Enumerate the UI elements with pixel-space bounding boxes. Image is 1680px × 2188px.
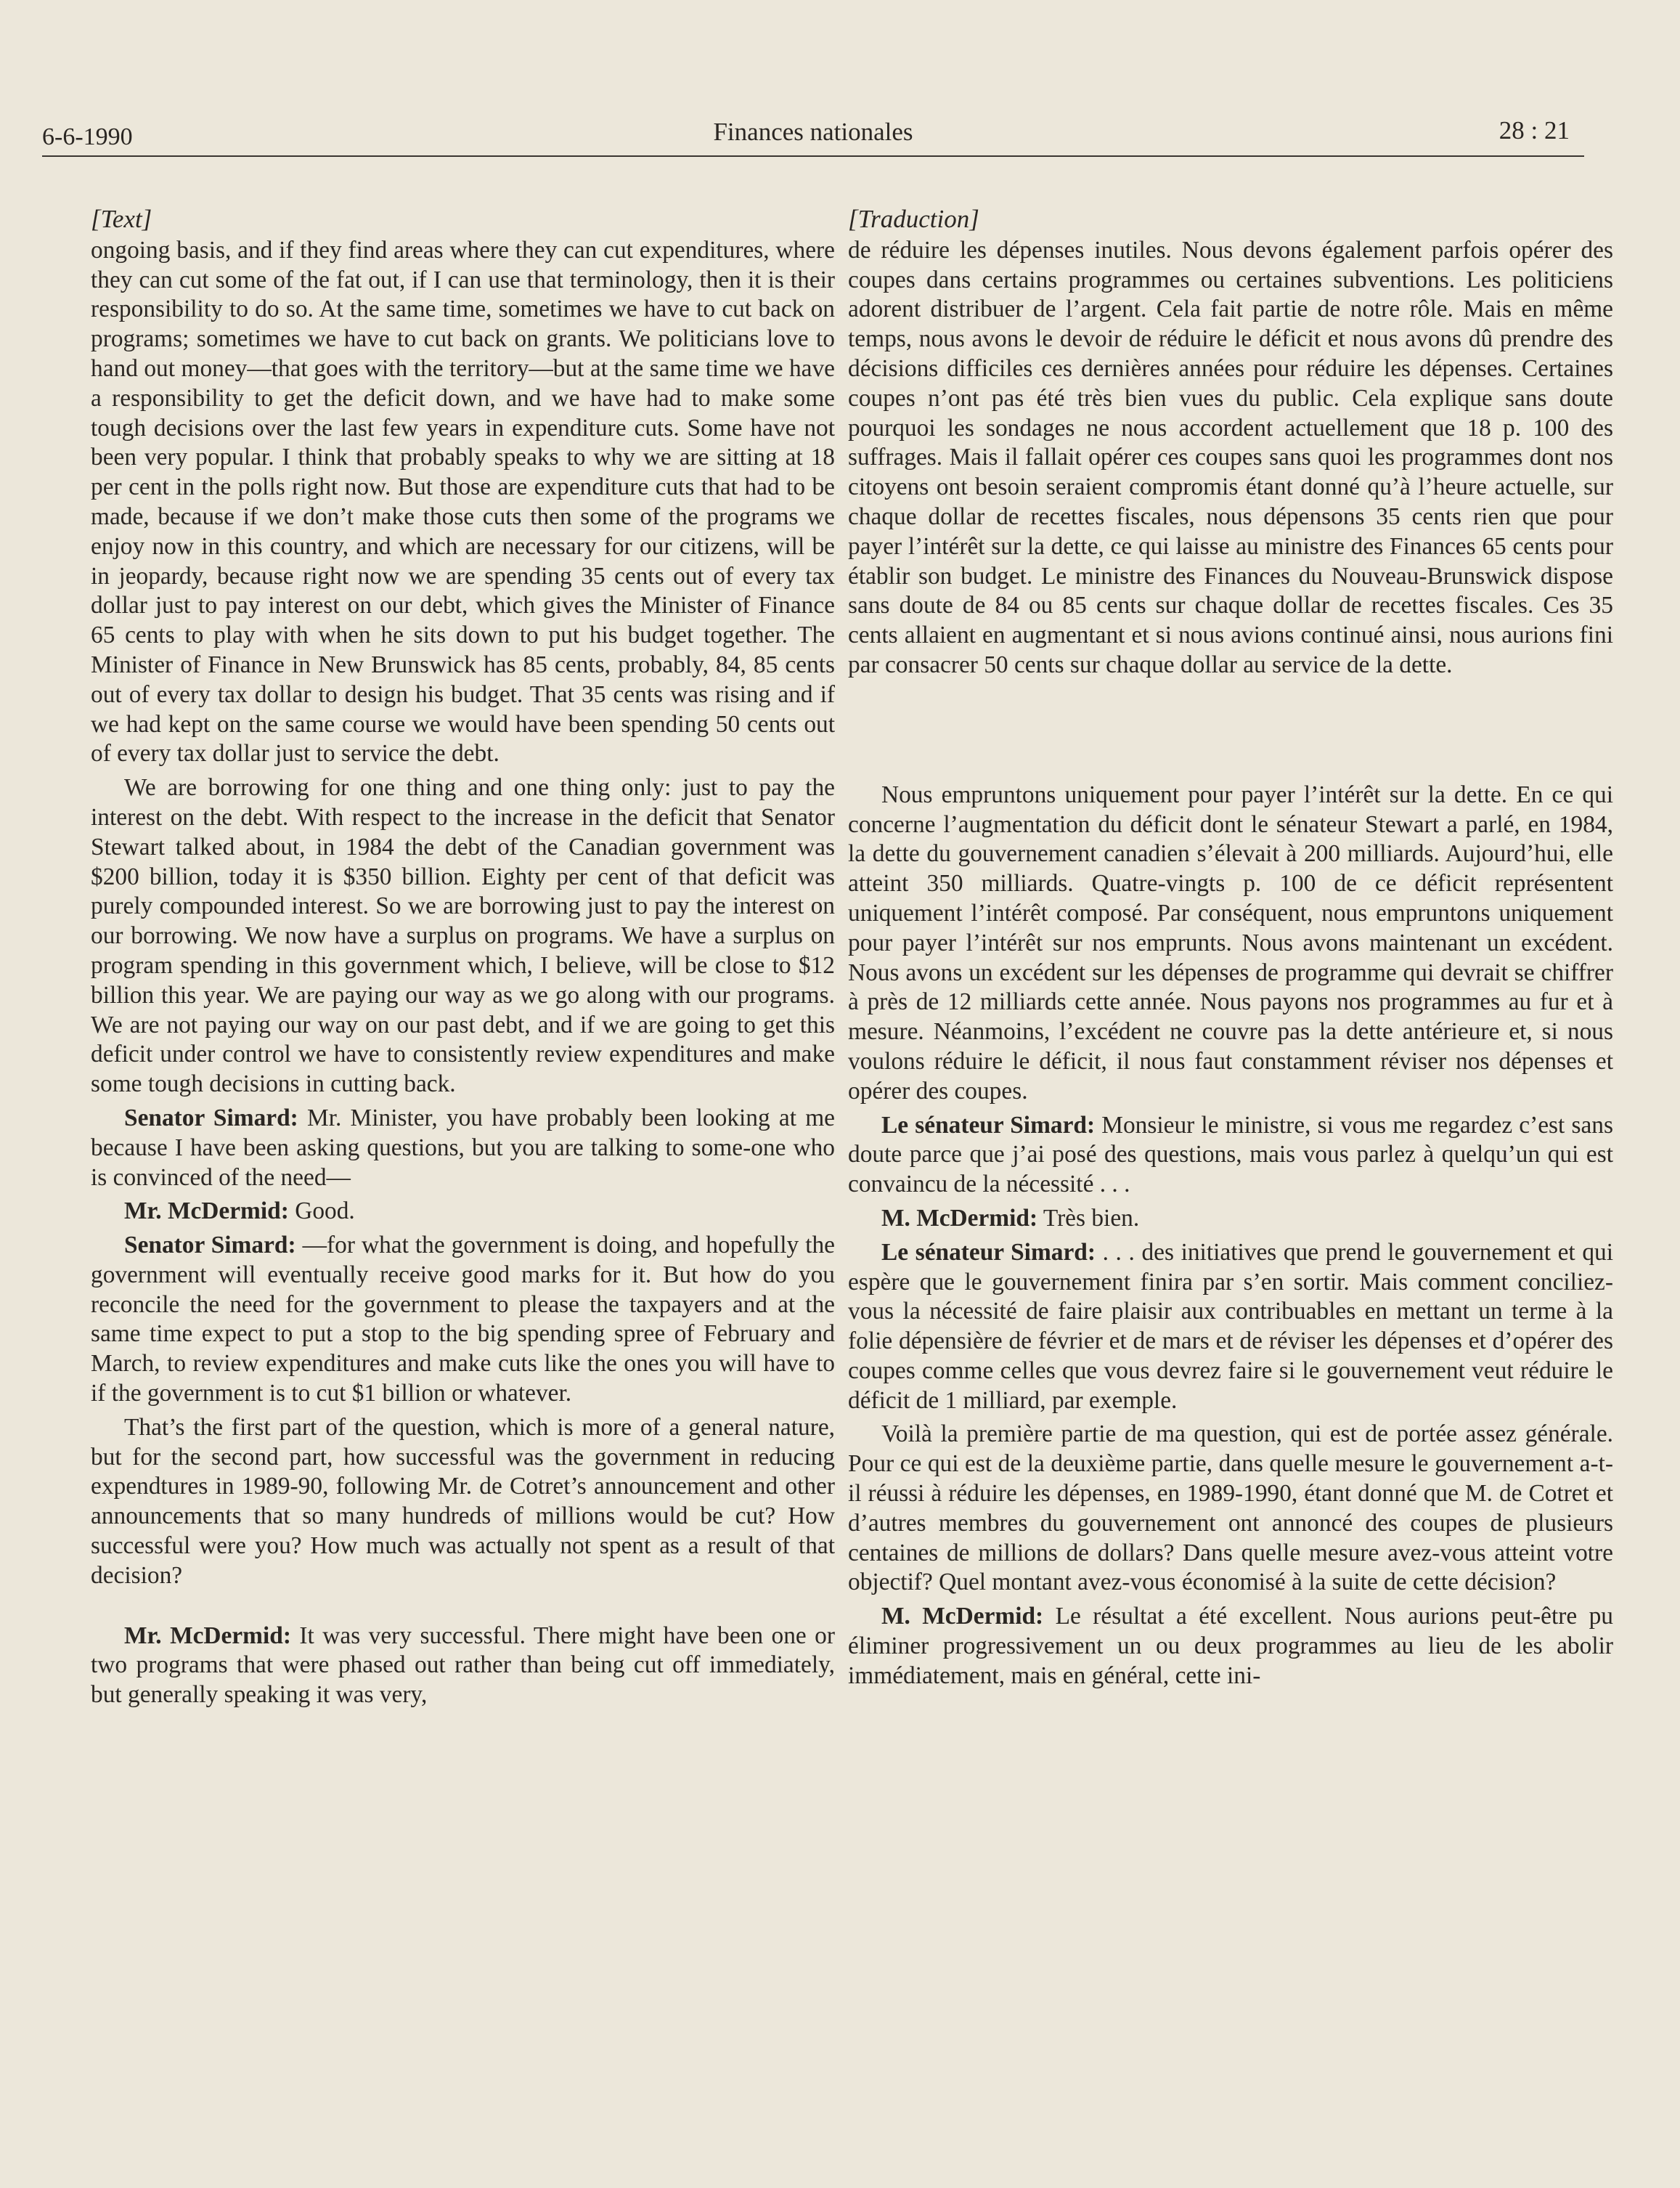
paragraph [91, 1231, 835, 1409]
column-label-traduction: [Traduction] [848, 205, 979, 233]
header-page-number: 28 : 21 [1498, 116, 1570, 145]
paragraph [91, 1197, 835, 1227]
paragraph-text: Monsieur le ministre, si vous me regardez c’est sans doute parce que j’ai posé des questions, mais vous parlez à quelqu’un qui est convaincu de la nécessité . . . [848, 1111, 1613, 1198]
speaker-name: Mr. McDermid: [124, 1197, 289, 1225]
paragraph-text: . . . des initiatives que prend le gouvernement et qui espère que le gouvernement finira par s’en sortir. Mais comment conciliez-vous la nécessité de faire plaisir aux contribuables en mettant un terme à la folie dépensière de février et de mars et de réviser les dépenses et d’opérer des coupes comme celles que vous devrez faire si le gouvernement veut réduire le déficit de 1 milliard, par exemple. [848, 1238, 1613, 1414]
paragraph [91, 1413, 835, 1591]
paragraph [91, 773, 835, 1099]
speaker-name: Le sénateur Simard: [881, 1111, 1096, 1139]
paragraph [848, 1204, 1613, 1234]
paragraph-text: —for what the government is doing, and hopefully the government will eventually receive good marks for it. But how do you reconcile the need for the government to please the taxpayers and at the same time expect to put a stop to the big spending spree of February and March, to review expenditures and make cuts like the ones you will have to if the government is to cut $1 billion or whatever. [91, 1232, 835, 1407]
speaker-name: Mr. McDermid: [124, 1622, 291, 1649]
english-column [91, 205, 835, 1710]
paragraph-text: Nous empruntons uniquement pour payer l’intérêt sur la dette. En ce qui concerne l’augmentation du déficit dont le sénateur Stewart a parlé, en 1984, la dette du gouvernement canadien s’élevait à 200 milliards. Aujourd’hui, elle atteint 350 milliards. Quatre-vingts p. 100 de ce déficit représentent uniquement l’intérêt composé. Par conséquent, nous empruntons uniquement pour payer l’intérêt sur nos emprunts. Nous avons maintenant un excédent. Nous avons un excédent sur les dépenses de programme qui devrait se chiffrer à près de 12 milliards cette année. Nous payons nos programmes au fur et à mesure. Néanmoins, l’excédent ne couvre pas la dette antérieure et, si nous voulons réduire le déficit, il nous faut constamment réviser nos dépenses et opérer des coupes. [848, 781, 1613, 1105]
paragraph-text: Good. [295, 1197, 355, 1225]
paragraph-text: ongoing basis, and if they find areas where they can cut expenditures, where they can cut some of the fat out, if I can use that terminology, then it is their responsibility to do so. At the same time, sometimes we have to cut back on programs; sometimes we have to cut back on grants. We politicians love to hand out money—that goes with the territory—but at the same time we have a responsibility to get the deficit down, and we have had to make some tough decisions over the last few years in expenditure cuts. Some have not been very popular. I think that probably speaks to why we are sitting at 18 per cent in the polls right now. But those are expenditure cuts that had to be made, because if we don’t make those cuts then some of the programs we enjoy now in this country, and which are necessary for our citizens, will be in jeopardy, because right now we are spending 35 cents out of every tax dollar just to pay interest on our debt, which gives the Minister of Finance 65 cents to play with when he sits down to put his budget together. The Minister of Finance in New Brunswick has 85 cents, probably, 84, 85 cents out of every tax dollar to design his budget. That 35 cents was rising and if we had kept on the same course we would have been spending 50 cents out of every tax dollar just to service the debt. [91, 236, 835, 768]
paragraph [848, 1111, 1613, 1200]
paragraph-text: de réduire les dépenses inutiles. Nous devons également parfois opérer des coupes dans certains programmes ou certaines subventions. Les politiciens adorent distribuer de l’argent. Cela fait partie de notre rôle. Mais en même temps, nous avons le devoir de réduire le déficit et nous avons dû prendre des décisions difficiles ces dernières années pour réduire les dépenses. Certaines coupes n’ont pas été très bien vues du public. Cela explique sans doute pourquoi les sondages ne nous accordent actuellement que 18 p. 100 des suffrages. Mais il fallait opérer ces coupes sans quoi les programmes dont nos citoyens ont besoin seraient compromis étant donné qu’à l’heure actuelle, sur chaque dollar de recettes fiscales, nous dépensons 35 cents rien que pour payer l’intérêt sur la dette, ce qui laisse au ministre des Finances 65 cents pour établir son budget. Le ministre des Finances du Nouveau-Brunswick dispose sans doute de 84 ou 85 cents sur chaque dollar de recettes fiscales. Ces 35 cents allaient en augmentant et si nous avions continué ainsi, nous aurions fini par consacrer 50 cents sur chaque dollar au service de la dette. [848, 236, 1613, 678]
page-header [42, 115, 1584, 157]
paragraph [91, 1104, 835, 1192]
paragraph [848, 236, 1613, 680]
paragraph-text: It was very successful. There might have been one or two programs that were phased out rather than being cut off immediately, but generally speaking it was very, [91, 1622, 835, 1709]
paragraph [848, 1602, 1613, 1691]
paragraph [91, 1622, 835, 1710]
paragraph [848, 1238, 1613, 1416]
paragraph-text: Mr. Minister, you have probably been looking at me because I have been asking questions, but you are talking to some-one who is convinced of the need— [91, 1104, 835, 1191]
speaker-name: Le sénateur Simard: [881, 1238, 1096, 1266]
french-column [848, 205, 1613, 1691]
speaker-name: Senator Simard: [124, 1232, 296, 1259]
paragraph-text: We are borrowing for one thing and one thing only: just to pay the interest on the debt. With respect to the increase in the deficit that Senator Stewart talked about, in 1984 the debt of the Canadian government was $200 billion, today it is $350 billion. Eighty per cent of that deficit was purely compounded interest. So we are borrowing just to pay the interest on our borrowing. We now have a surplus on programs. We have a surplus on program spending in this government which, I believe, will be close to $12 billion this year. We are paying our way as we go along with our programs. We are not paying our way on our past debt, and if we are going to get this deficit under control we have to consistently review expenditures and make some tough decisions in cutting back. [91, 774, 835, 1098]
header-date: 6-6-1990 [42, 123, 133, 150]
column-label-text: [Text] [91, 205, 152, 233]
paragraph-text: That’s the first part of the question, which is more of a general nature, but for the second part, how successful was the government in reducing expendtures in 1989-90, following Mr. de Cotret’s announcement and other announcements that so many hundreds of millions would be cut? How successful were you? How much was actually not spent as a result of that decision? [91, 1413, 835, 1589]
speaker-name: Senator Simard: [124, 1104, 298, 1131]
paragraph-text: Très bien. [1043, 1204, 1140, 1232]
header-title: Finances nationales [713, 118, 913, 146]
paragraph [848, 781, 1613, 1107]
paragraph [91, 236, 835, 769]
speaker-name: M. McDermid: [881, 1204, 1038, 1232]
paragraph [848, 1420, 1613, 1598]
paragraph-text: Le résultat a été excellent. Nous aurions peut-être pu éliminer progressivement un ou deux programmes au lieu de les abolir immédiatement, mais en général, cette ini- [848, 1603, 1613, 1689]
speaker-name: M. McDermid: [881, 1603, 1044, 1630]
paragraph-text: Voilà la première partie de ma question, qui est de portée assez générale. Pour ce qui est de la deuxième partie, dans quelle mesure le gouvernement a-t-il réussi à réduire les dépenses, en 1989-1990, étant donné que M. de Cotret et d’autres membres du gouvernement ont annoncé des coupes de plusieurs centaines de millions de dollars? Dans quelle mesure avez-vous atteint votre objectif? Quel montant avez-vous économisé à la suite de cette décision? [848, 1420, 1613, 1596]
